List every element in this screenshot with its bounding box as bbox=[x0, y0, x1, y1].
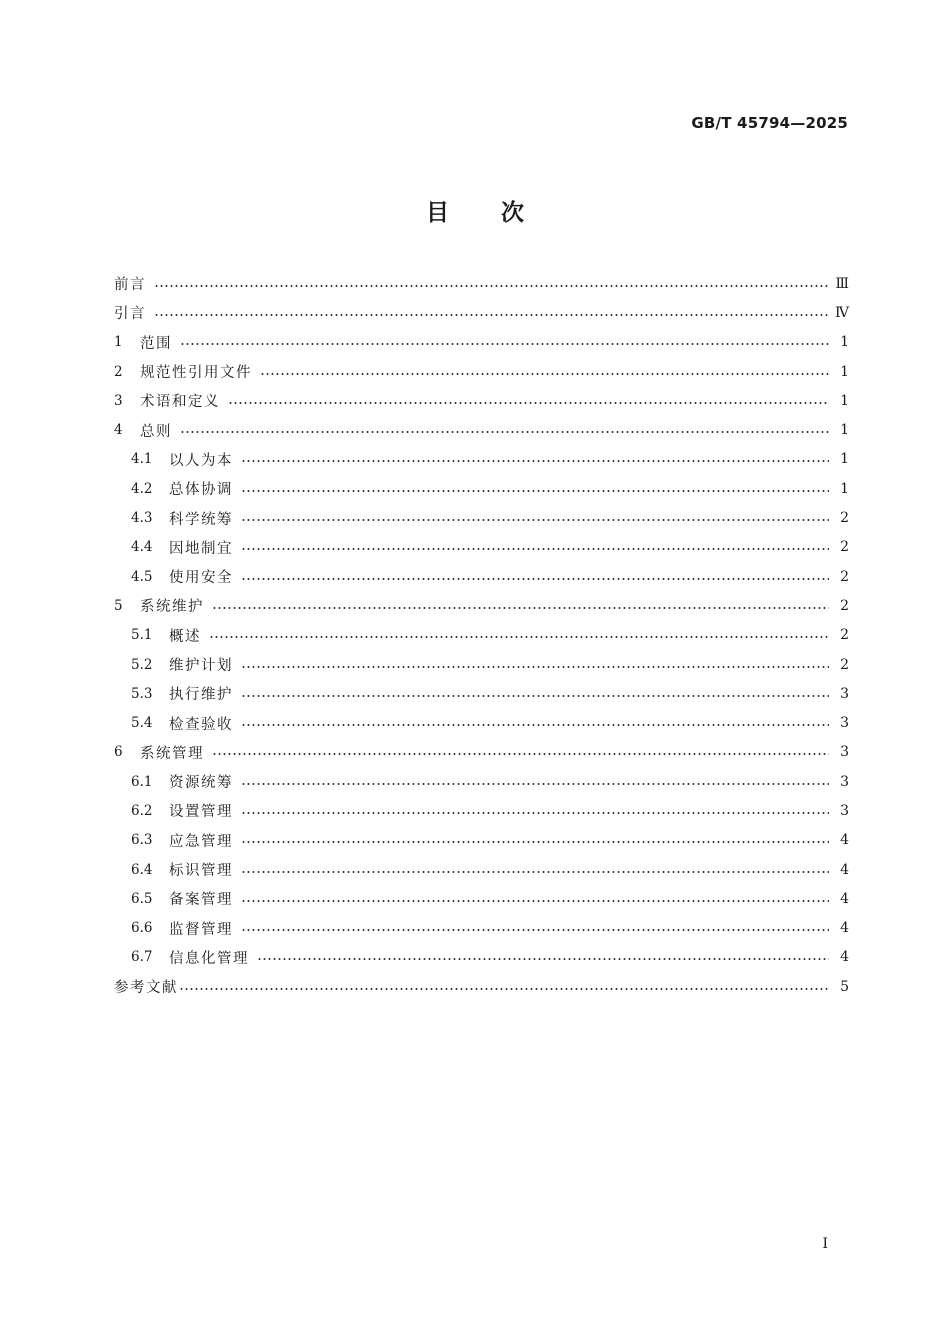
toc-entry-label: 资源统筹 bbox=[169, 775, 233, 792]
toc-entry-page: 4 bbox=[840, 832, 849, 849]
toc-dot-leader bbox=[241, 929, 829, 931]
toc-entry[interactable] bbox=[114, 738, 849, 767]
toc-entry[interactable] bbox=[114, 591, 849, 620]
toc-dot-leader bbox=[212, 607, 829, 609]
toc-entry-page: 2 bbox=[840, 539, 849, 556]
toc-entry-label: 监督管理 bbox=[169, 921, 233, 938]
toc-entry-label: 备案管理 bbox=[169, 892, 233, 909]
toc-entry-number: 4.2 bbox=[131, 480, 153, 497]
toc-dot-leader bbox=[154, 314, 829, 316]
standard-code: GB/T 45794—2025 bbox=[691, 114, 848, 132]
toc-entry-page: 2 bbox=[840, 568, 849, 585]
toc-entry[interactable] bbox=[114, 269, 849, 298]
toc-entry-number: 3 bbox=[114, 392, 123, 409]
toc-dot-leader bbox=[241, 900, 829, 902]
toc-entry[interactable] bbox=[114, 386, 849, 415]
toc-dot-leader bbox=[241, 519, 829, 521]
toc-entry-label: 引言 bbox=[114, 306, 146, 323]
toc-entry[interactable] bbox=[114, 855, 849, 884]
toc-entry-page: Ⅲ bbox=[835, 275, 849, 292]
toc-entry-number: 6.6 bbox=[131, 920, 153, 937]
table-of-contents bbox=[114, 269, 849, 1001]
toc-title: 目次 bbox=[426, 200, 576, 226]
toc-entry[interactable] bbox=[114, 415, 849, 444]
toc-entry-page: 4 bbox=[840, 920, 849, 937]
toc-dot-leader bbox=[241, 841, 829, 843]
toc-dot-leader bbox=[241, 578, 829, 580]
toc-entry-page: 1 bbox=[840, 392, 849, 409]
toc-entry[interactable] bbox=[114, 796, 849, 825]
toc-dot-leader bbox=[180, 431, 829, 433]
toc-entry-page: 1 bbox=[840, 422, 849, 439]
toc-entry-label: 概述 bbox=[169, 628, 201, 645]
toc-dot-leader bbox=[241, 695, 829, 697]
toc-entry-page: Ⅳ bbox=[835, 304, 849, 321]
toc-entry-page: 1 bbox=[840, 363, 849, 380]
toc-dot-leader bbox=[241, 666, 829, 668]
toc-entry-label: 检查验收 bbox=[169, 716, 233, 733]
toc-entry-number: 5.2 bbox=[131, 656, 153, 673]
toc-entry-number: 4 bbox=[114, 422, 123, 439]
toc-entry-page: 2 bbox=[840, 597, 849, 614]
toc-entry[interactable] bbox=[114, 943, 849, 972]
toc-entry-number: 5.4 bbox=[131, 715, 153, 732]
toc-entry-page: 4 bbox=[840, 890, 849, 907]
toc-entry[interactable] bbox=[114, 884, 849, 913]
toc-dot-leader bbox=[241, 490, 829, 492]
toc-entry-label: 执行维护 bbox=[169, 687, 233, 704]
toc-dot-leader bbox=[241, 460, 829, 462]
toc-entry-page: 2 bbox=[840, 627, 849, 644]
toc-entry-label: 因地制宜 bbox=[169, 540, 233, 557]
toc-entry-label: 前言 bbox=[114, 277, 146, 294]
toc-entry[interactable] bbox=[114, 621, 849, 650]
toc-dot-leader bbox=[180, 343, 829, 345]
toc-entry-number: 1 bbox=[114, 334, 123, 351]
toc-entry[interactable] bbox=[114, 767, 849, 796]
toc-entry-label: 标识管理 bbox=[169, 863, 233, 880]
toc-entry-label: 系统维护 bbox=[140, 599, 204, 616]
toc-entry[interactable] bbox=[114, 972, 849, 1001]
toc-entry[interactable] bbox=[114, 298, 849, 327]
toc-entry[interactable] bbox=[114, 328, 849, 357]
toc-entry-label: 总体协调 bbox=[169, 482, 233, 499]
toc-entry[interactable] bbox=[114, 562, 849, 591]
toc-entry-number: 5 bbox=[114, 597, 123, 614]
toc-entry-label: 参考文献 bbox=[114, 980, 178, 997]
toc-entry-label: 设置管理 bbox=[169, 804, 233, 821]
toc-dot-leader bbox=[257, 958, 829, 960]
toc-entry-number: 6.1 bbox=[131, 773, 153, 790]
toc-entry[interactable] bbox=[114, 474, 849, 503]
toc-entry-page: 1 bbox=[840, 334, 849, 351]
toc-entry-number: 6.3 bbox=[131, 832, 153, 849]
toc-entry-label: 信息化管理 bbox=[169, 950, 249, 967]
toc-entry-page: 5 bbox=[840, 978, 849, 995]
toc-entry-label: 科学统筹 bbox=[169, 511, 233, 528]
toc-entry-label: 总则 bbox=[140, 423, 172, 440]
toc-entry-page: 2 bbox=[840, 510, 849, 527]
toc-entry-page: 1 bbox=[840, 451, 849, 468]
toc-entry[interactable] bbox=[114, 679, 849, 708]
toc-entry[interactable] bbox=[114, 445, 849, 474]
toc-entry-number: 4.4 bbox=[131, 539, 153, 556]
toc-entry[interactable] bbox=[114, 650, 849, 679]
toc-entry[interactable] bbox=[114, 533, 849, 562]
toc-entry-number: 2 bbox=[114, 363, 123, 380]
toc-entry[interactable] bbox=[114, 357, 849, 386]
toc-entry-label: 维护计划 bbox=[169, 658, 233, 674]
footer-page-number: I bbox=[822, 1236, 828, 1252]
toc-dot-leader bbox=[241, 871, 829, 873]
toc-entry[interactable] bbox=[114, 708, 849, 737]
toc-entry-number: 5.1 bbox=[131, 627, 153, 644]
toc-entry-label: 应急管理 bbox=[169, 833, 233, 850]
toc-entry-number: 6.5 bbox=[131, 890, 153, 907]
toc-entry-page: 4 bbox=[840, 949, 849, 966]
toc-entry-label: 范围 bbox=[140, 335, 172, 352]
toc-entry-page: 3 bbox=[840, 773, 849, 790]
toc-entry-page: 4 bbox=[840, 861, 849, 878]
toc-entry-number: 6.7 bbox=[131, 949, 153, 966]
toc-dot-leader bbox=[209, 636, 829, 638]
toc-entry-page: 3 bbox=[840, 685, 849, 702]
toc-entry-number: 4.5 bbox=[131, 568, 153, 585]
toc-dot-leader bbox=[212, 753, 829, 755]
toc-entry-number: 5.3 bbox=[131, 685, 153, 702]
toc-dot-leader bbox=[241, 812, 829, 814]
toc-entry-number: 6 bbox=[114, 744, 123, 761]
toc-dot-leader bbox=[260, 373, 829, 375]
toc-dot-leader bbox=[154, 285, 829, 287]
toc-entry-label: 术语和定义 bbox=[140, 394, 220, 411]
toc-entry-page: 3 bbox=[840, 715, 849, 732]
toc-dot-leader bbox=[241, 548, 829, 550]
toc-entry-page: 3 bbox=[840, 744, 849, 761]
toc-entry-label: 以人为本 bbox=[169, 452, 233, 469]
toc-dot-leader bbox=[228, 402, 829, 404]
toc-entry-number: 6.4 bbox=[131, 861, 153, 878]
toc-entry-label: 系统管理 bbox=[140, 745, 204, 762]
toc-entry-label: 使用安全 bbox=[169, 570, 233, 587]
toc-entry[interactable] bbox=[114, 503, 849, 532]
toc-entry-number: 4.1 bbox=[131, 451, 153, 468]
toc-entry[interactable] bbox=[114, 914, 849, 943]
toc-entry-number: 4.3 bbox=[131, 510, 153, 527]
toc-dot-leader bbox=[241, 724, 829, 726]
toc-dot-leader bbox=[179, 988, 829, 990]
toc-entry-page: 3 bbox=[840, 802, 849, 819]
toc-entry-page: 1 bbox=[840, 480, 849, 497]
toc-dot-leader bbox=[241, 783, 829, 785]
toc-entry-label: 规范性引用文件 bbox=[140, 365, 252, 382]
toc-entry-number: 6.2 bbox=[131, 802, 153, 819]
toc-entry-page: 2 bbox=[840, 656, 849, 673]
toc-entry[interactable] bbox=[114, 826, 849, 855]
